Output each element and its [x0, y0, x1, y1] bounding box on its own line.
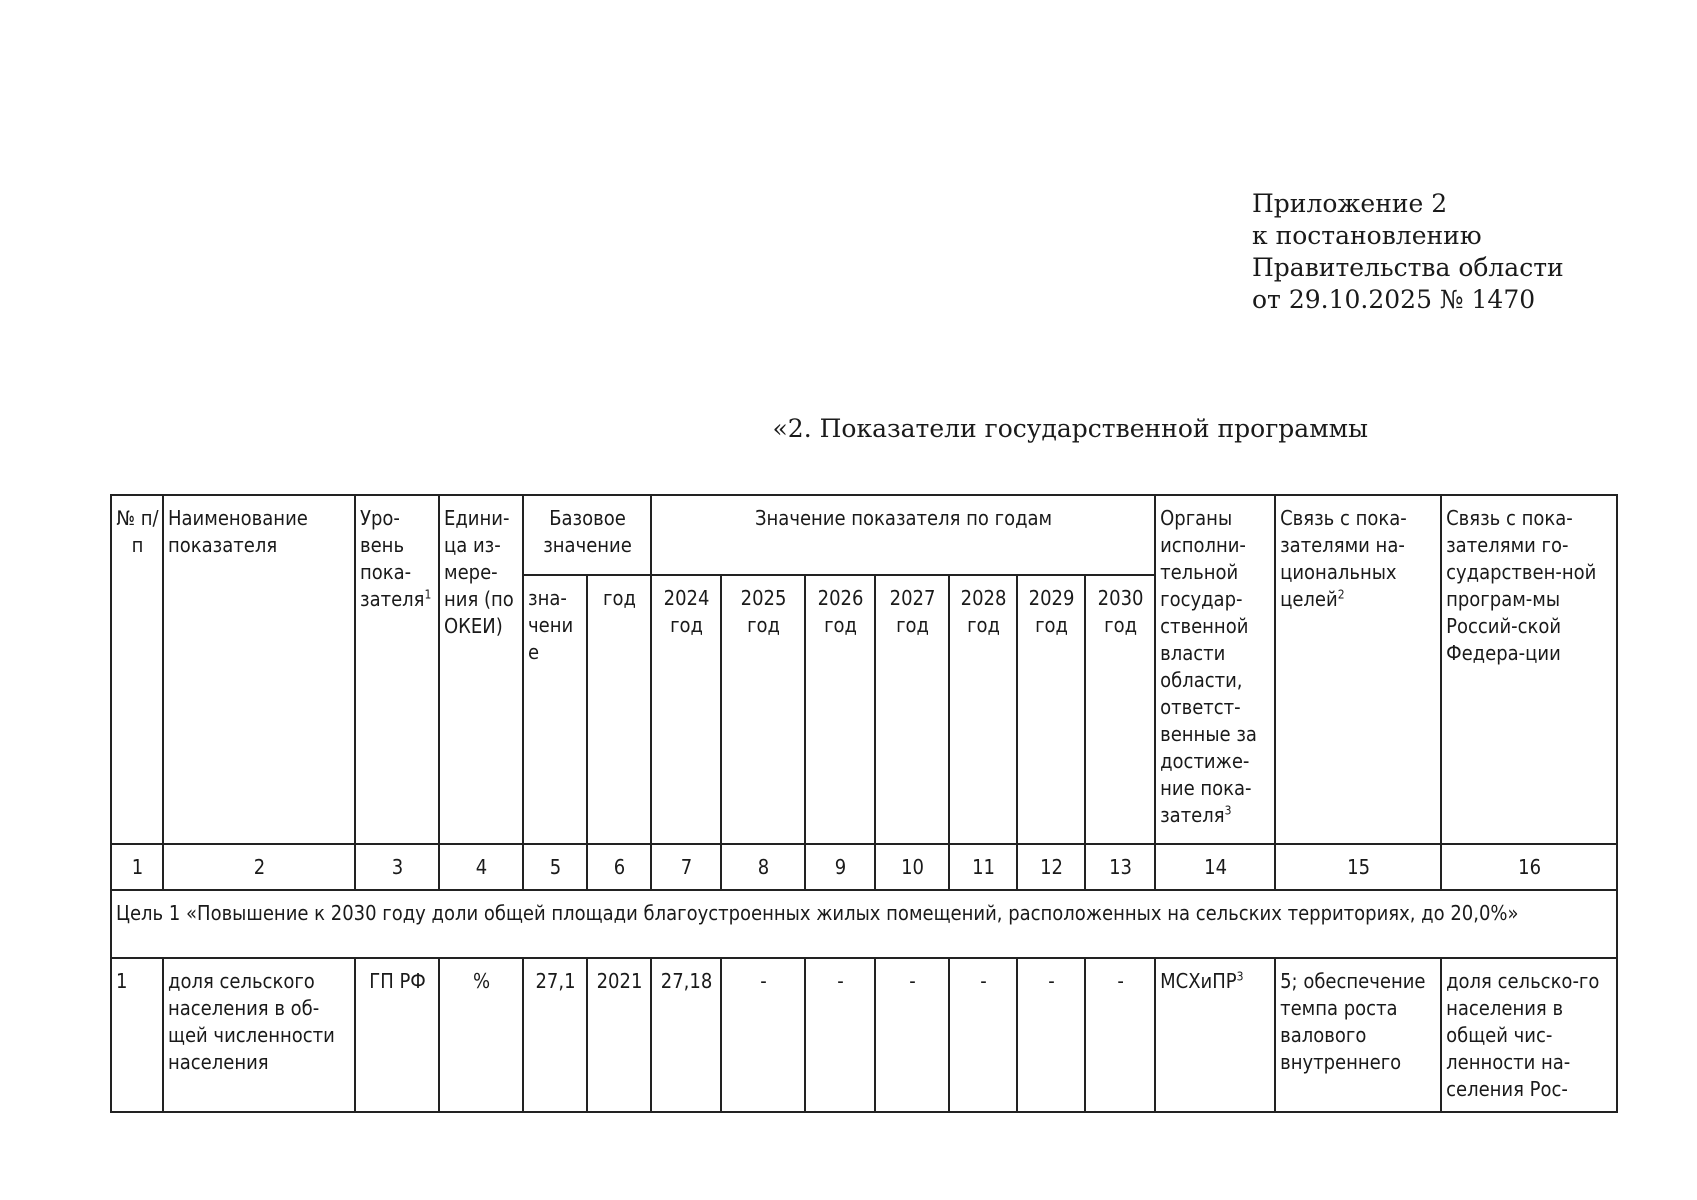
column-number: 14 — [1155, 844, 1275, 890]
column-number: 12 — [1017, 844, 1085, 890]
document-title: «2. Показатели государственной программы — [772, 414, 1368, 443]
goal-row — [111, 890, 1617, 958]
column-number-row — [111, 844, 1617, 890]
table-row — [111, 958, 1617, 1112]
cell-national-goals: 5; обеспечение темпа роста валового внутреннего — [1275, 958, 1441, 1112]
cell-2024: 27,18 — [651, 958, 721, 1112]
cell-base-year: 2021 — [587, 958, 651, 1112]
header-row-top — [111, 495, 1617, 575]
header-authorities-text: Органы исполни-тельной государ-ственной власти области, ответст-венные за достиже-ние пока-зателя — [1160, 506, 1257, 827]
cell-level: ГП РФ — [355, 958, 439, 1112]
column-number: 13 — [1085, 844, 1155, 890]
header-year-2026: 2026 год — [805, 575, 875, 844]
header-year-2025: 2025 год — [721, 575, 805, 844]
appendix-line-1: Приложение 2 — [1252, 189, 1448, 218]
column-number: 9 — [805, 844, 875, 890]
column-number: 8 — [721, 844, 805, 890]
cell-2028: - — [949, 958, 1017, 1112]
column-number: 2 — [163, 844, 355, 890]
appendix-line-2: к постановлению — [1252, 221, 1482, 250]
column-number: 16 — [1441, 844, 1617, 890]
appendix-line-4: от 29.10.2025 № 1470 — [1252, 285, 1536, 314]
column-number: 4 — [439, 844, 523, 890]
footnote-mark-2: 2 — [1337, 587, 1345, 602]
footnote-mark-3: 3 — [1236, 969, 1244, 984]
cell-2027: - — [875, 958, 949, 1112]
header-name: Наименование показателя — [163, 495, 355, 844]
header-national-goals-text: Связь с пока-зателями на-циональных целей — [1280, 506, 1407, 611]
column-number: 5 — [523, 844, 587, 890]
cell-authority-text: МСХиПР — [1160, 969, 1237, 993]
cell-rf-program: доля сельско-го населения в общей чис-ленности на-селения Рос- — [1441, 958, 1617, 1112]
column-number: 10 — [875, 844, 949, 890]
column-number: 3 — [355, 844, 439, 890]
header-rf-program: Связь с пока-зателями го-сударствен-ной програм-мы Россий-ской Федера-ции — [1441, 495, 1617, 844]
header-num: № п/п — [111, 495, 163, 844]
header-base-year: год — [587, 575, 651, 844]
column-number: 1 — [111, 844, 163, 890]
header-unit: Едини-ца из-мере-ния (по ОКЕИ) — [439, 495, 523, 844]
footnote-mark-3: 3 — [1224, 803, 1232, 818]
header-year-2029: 2029 год — [1017, 575, 1085, 844]
cell-authority — [1155, 958, 1275, 1112]
appendix-block — [1252, 188, 1564, 316]
header-level — [355, 495, 439, 844]
cell-base-value: 27,1 — [523, 958, 587, 1112]
cell-2026: - — [805, 958, 875, 1112]
cell-unit: % — [439, 958, 523, 1112]
cell-2025: - — [721, 958, 805, 1112]
header-national-goals — [1275, 495, 1441, 844]
cell-2029: - — [1017, 958, 1085, 1112]
header-year-2028: 2028 год — [949, 575, 1017, 844]
header-year-2027: 2027 год — [875, 575, 949, 844]
cell-name: доля сельского населения в об-щей численности населения — [163, 958, 355, 1112]
header-year-2030: 2030 год — [1085, 575, 1155, 844]
header-year-2024: 2024 год — [651, 575, 721, 844]
header-authorities — [1155, 495, 1275, 844]
header-level-text: Уро-вень пока-зателя — [360, 506, 425, 611]
appendix-line-3: Правительства области — [1252, 253, 1564, 282]
column-number: 15 — [1275, 844, 1441, 890]
cell-2030: - — [1085, 958, 1155, 1112]
goal-caption: Цель 1 «Повышение к 2030 году доли общей площади благоустроенных жилых помещений, расположенных на сельских территориях, до 20,0%» — [111, 890, 1617, 958]
footnote-mark-1: 1 — [424, 587, 432, 602]
header-base: Базовое значение — [523, 495, 651, 575]
header-base-value: зна-чение — [523, 575, 587, 844]
column-number: 11 — [949, 844, 1017, 890]
header-by-years: Значение показателя по годам — [651, 495, 1155, 575]
column-number: 6 — [587, 844, 651, 890]
column-number: 7 — [651, 844, 721, 890]
cell-num: 1 — [111, 958, 163, 1112]
indicators-table — [110, 494, 1618, 1113]
